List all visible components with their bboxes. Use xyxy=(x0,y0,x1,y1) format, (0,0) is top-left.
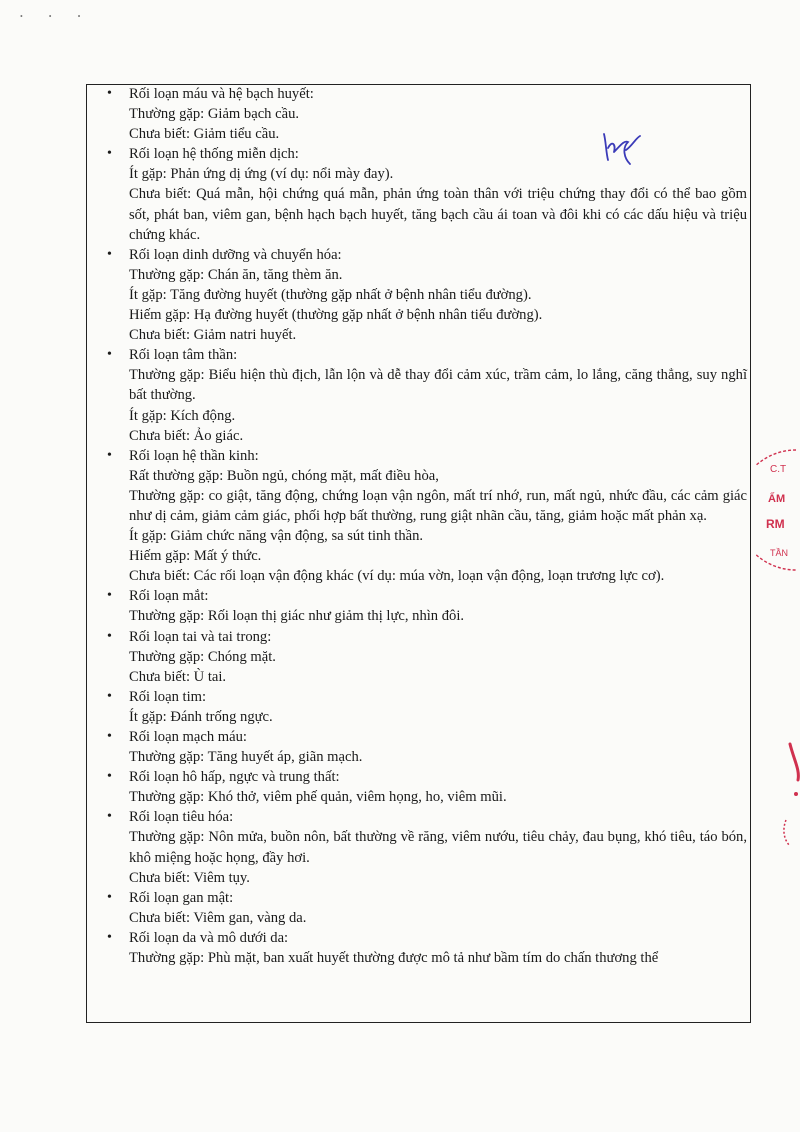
effect-frequency-line: Ít gặp: Phản ứng dị ứng (ví dụ: nổi mày đay). xyxy=(129,166,394,183)
section-heading-text: Rối loạn tâm thần: xyxy=(129,347,238,364)
red-seal-fragment xyxy=(760,740,800,850)
effect-frequency-line: Thường gặp: co giật, tăng động, chứng loạn vận ngôn, mất trí nhớ, run, mất ngủ, nhức đầu, các cảm giác như dị cảm, giảm cảm giác, phối hợp bất thường, rung giật nhãn cầu, tăng, giảm hoặc mất phản xạ. xyxy=(129,487,747,524)
svg-text:RM: RM xyxy=(766,517,785,531)
section-heading xyxy=(107,687,747,707)
section-heading-text: Rối loạn tai và tai trong: xyxy=(129,628,272,645)
section-heading xyxy=(107,627,747,647)
section-heading-text: Rối loạn hô hấp, ngực và trung thất: xyxy=(129,769,340,786)
effect-frequency-line: Chưa biết: Các rối loạn vận động khác (ví dụ: múa vờn, loạn vận động, loạn trương lực cơ). xyxy=(129,568,665,585)
adverse-effect-section xyxy=(107,888,747,928)
red-seal-stamp xyxy=(756,440,800,580)
section-heading-text: Rối loạn hệ thần kinh: xyxy=(129,447,259,464)
adverse-effect-section xyxy=(107,807,747,887)
effect-frequency-line: Hiếm gặp: Mất ý thức. xyxy=(129,548,262,565)
bullet-icon: • xyxy=(107,929,112,945)
svg-text:C.T: C.T xyxy=(770,464,787,475)
adverse-effect-section xyxy=(107,144,747,244)
section-heading-text: Rối loạn gan mật: xyxy=(129,889,234,906)
section-heading xyxy=(107,586,747,606)
effect-frequency-line: Thường gặp: Phù mặt, ban xuất huyết thường được mô tả như bầm tím do chấn thương thể xyxy=(129,950,659,967)
section-heading-text: Rối loạn tim: xyxy=(129,688,207,705)
adverse-effect-section xyxy=(107,928,747,968)
section-heading xyxy=(107,345,747,365)
effect-frequency-line: Chưa biết: Giảm natri huyết. xyxy=(129,327,297,344)
bullet-icon: • xyxy=(107,809,112,825)
section-heading xyxy=(107,245,747,265)
effect-frequency-line: Thường gặp: Nôn mửa, buồn nôn, bất thường về răng, viêm nướu, tiêu chảy, đau bụng, khó tiêu, táo bón, khô miệng hoặc họng, đầy hơi. xyxy=(129,829,747,866)
effect-frequency-line: Chưa biết: Viêm gan, vàng da. xyxy=(129,909,307,926)
bullet-icon: • xyxy=(107,246,112,262)
adverse-effect-section xyxy=(107,767,747,807)
adverse-effect-section xyxy=(107,446,747,587)
section-heading xyxy=(107,144,747,164)
effect-frequency-line: Thường gặp: Biểu hiện thù địch, lẫn lộn và dễ thay đổi cảm xúc, trầm cảm, lo lắng, căng thẳng, suy nghĩ bất thường. xyxy=(129,367,747,404)
bullet-icon: • xyxy=(107,447,112,463)
section-heading xyxy=(107,727,747,747)
section-heading-text: Rối loạn mắt: xyxy=(129,588,209,605)
section-heading xyxy=(107,928,747,948)
effect-frequency-line: Rất thường gặp: Buồn ngủ, chóng mặt, mất điều hòa, xyxy=(129,467,439,484)
effect-frequency-line: Thường gặp: Tăng huyết áp, giãn mạch. xyxy=(129,749,363,766)
svg-text:TẦN: TẦN xyxy=(770,548,788,558)
effect-frequency-line: Chưa biết: Ảo giác. xyxy=(129,427,244,444)
section-heading-text: Rối loạn dinh dưỡng và chuyển hóa: xyxy=(129,246,342,263)
bullet-icon: • xyxy=(107,769,112,785)
effect-frequency-line: Hiếm gặp: Hạ đường huyết (thường gặp nhất ở bệnh nhân tiểu đường). xyxy=(129,307,543,324)
svg-text:ẨM: ẨM xyxy=(768,493,786,505)
section-heading xyxy=(107,807,747,827)
effect-frequency-line: Chưa biết: Viêm tụy. xyxy=(129,869,250,886)
effect-frequency-line: Chưa biết: Giảm tiểu cầu. xyxy=(129,126,280,143)
bullet-icon: • xyxy=(107,729,112,744)
effect-frequency-line: Chưa biết: Quá mẫn, hội chứng quá mẫn, phản ứng toàn thân với triệu chứng thay đổi có thể bao gồm sốt, phát ban, viêm gan, bệnh hạch bạch huyết, tăng bạch cầu ái toan và đôi khi có các dấu hiệu và triệu chứng khác. xyxy=(129,186,747,243)
section-heading xyxy=(107,84,747,104)
section-heading xyxy=(107,767,747,787)
bullet-icon: • xyxy=(107,86,112,101)
section-heading xyxy=(107,446,747,466)
effect-frequency-line: Ít gặp: Giảm chức năng vận động, sa sút tinh thần. xyxy=(129,528,424,545)
adverse-effect-section xyxy=(107,84,747,144)
bullet-icon: • xyxy=(107,889,112,905)
scan-artifact: • • • xyxy=(20,12,93,21)
effect-frequency-line: Thường gặp: Chóng mặt. xyxy=(129,648,276,665)
adverse-effect-section xyxy=(107,627,747,687)
bullet-icon: • xyxy=(107,628,112,644)
effect-frequency-line: Thường gặp: Chán ăn, tăng thèm ăn. xyxy=(129,266,343,283)
section-heading-text: Rối loạn tiêu hóa: xyxy=(129,809,234,826)
bullet-icon: • xyxy=(107,688,112,704)
section-heading-text: Rối loạn máu và hệ bạch huyết: xyxy=(129,86,314,102)
section-heading xyxy=(107,888,747,908)
adverse-effect-section xyxy=(107,687,747,727)
section-heading-text: Rối loạn mạch máu: xyxy=(129,729,247,745)
effect-frequency-line: Ít gặp: Tăng đường huyết (thường gặp nhất ở bệnh nhân tiểu đường). xyxy=(129,286,532,303)
section-heading-text: Rối loạn da và mô dưới da: xyxy=(129,929,289,946)
adverse-effect-section xyxy=(107,727,747,767)
bullet-icon: • xyxy=(107,146,112,162)
effect-frequency-line: Ít gặp: Kích động. xyxy=(129,407,236,424)
adverse-effect-section xyxy=(107,345,747,445)
effect-frequency-line: Chưa biết: Ù tai. xyxy=(129,668,227,685)
bullet-icon: • xyxy=(107,588,112,604)
section-heading-text: Rối loạn hệ thống miễn dịch: xyxy=(129,146,299,163)
effect-frequency-line: Thường gặp: Rối loạn thị giác như giảm thị lực, nhìn đôi. xyxy=(129,608,465,625)
adverse-effect-section xyxy=(107,245,747,345)
adverse-effect-section xyxy=(107,586,747,626)
effect-frequency-line: Ít gặp: Đánh trống ngực. xyxy=(129,708,273,725)
adverse-effects-list xyxy=(107,84,747,968)
bullet-icon: • xyxy=(107,347,112,363)
effect-frequency-line: Thường gặp: Khó thở, viêm phế quản, viêm họng, ho, viêm mũi. xyxy=(129,789,507,806)
effect-frequency-line: Thường gặp: Giảm bạch cầu. xyxy=(129,106,300,123)
